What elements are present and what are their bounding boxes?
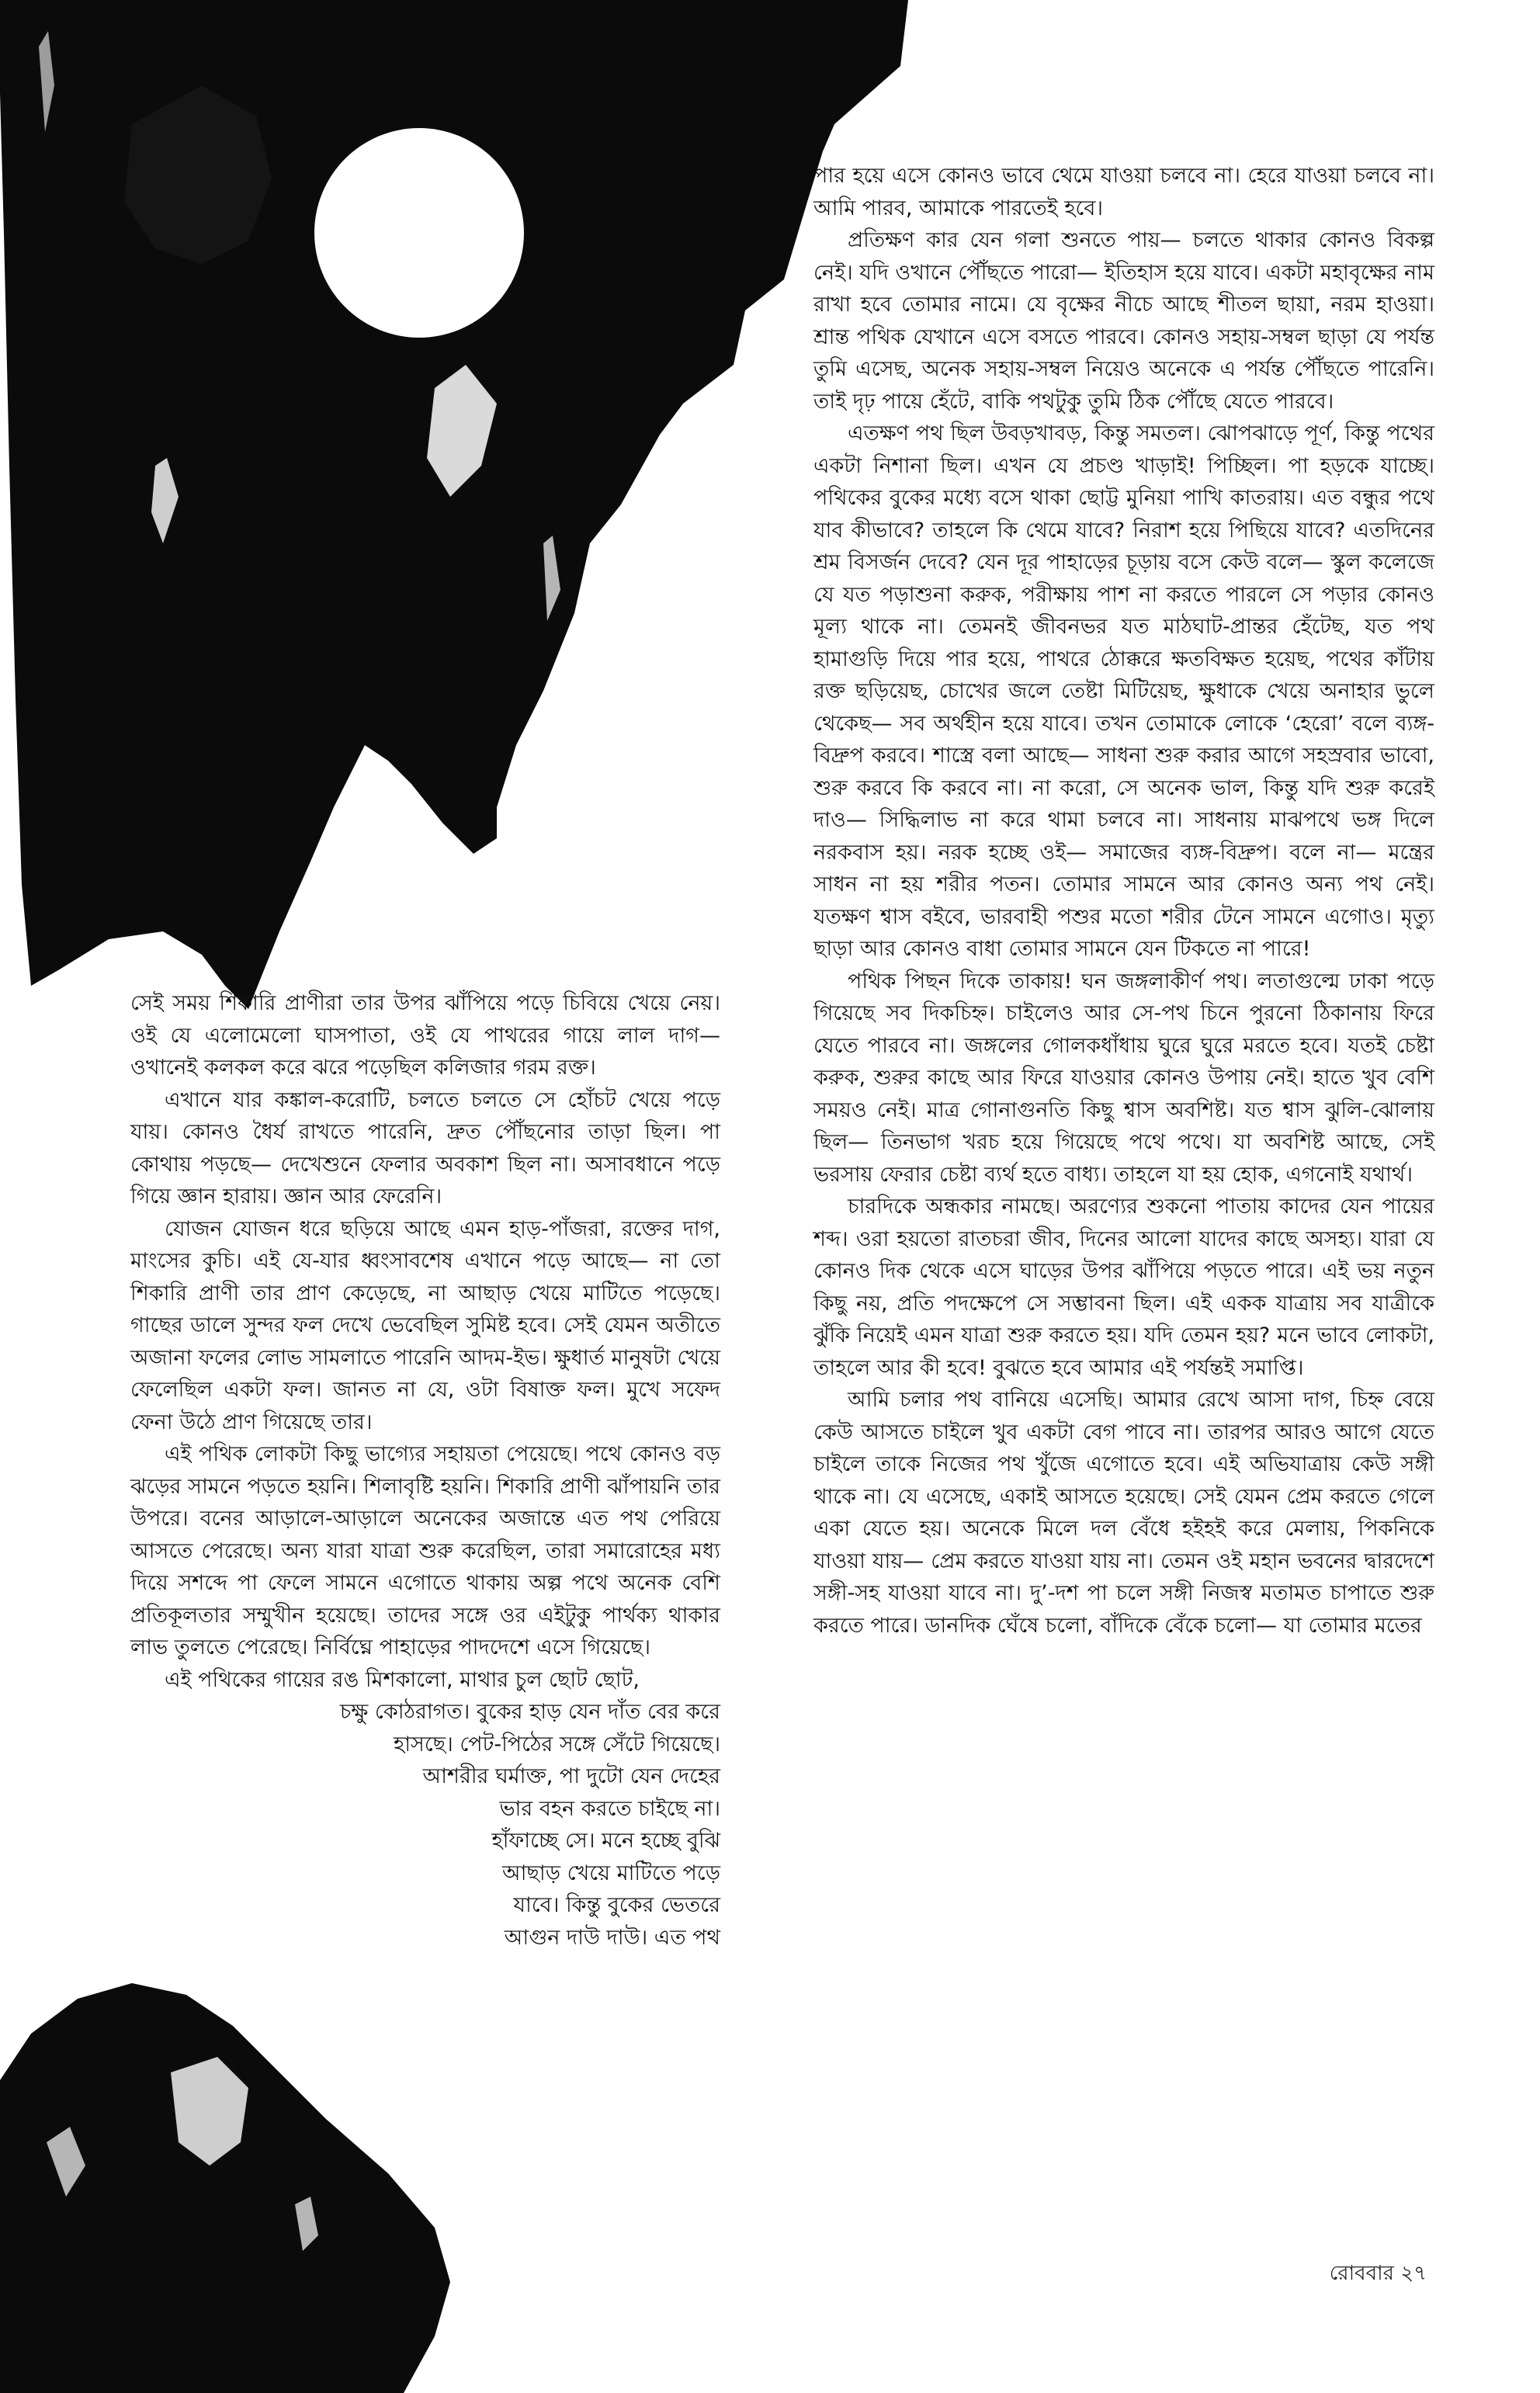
ragged-line: হাঁফাচ্ছে সে। মনে হচ্ছে বুঝি [491,1829,720,1853]
left-paragraph: এখানে যার কঙ্কাল-করোটি, চলতে চলতে সে হোঁচট খেয়ে পড়ে যায়। কোনও ধৈর্য রাখতে পারেনি, দ্রুত পৌঁছনোর তাড়া ছিল। পা কোথায় পড়ছে— দেখেশুনে ফেলার অবকাশ ছিল না। অসাবধানে পড়ে গিয়ে জ্ঞান হারায়। জ্ঞান আর ফেরেনি। [130,1087,720,1209]
left-text-column [130,987,720,1954]
left-paragraph: সেই সময় শিকারি প্রাণীরা তার উপর ঝাঁপিয়ে পড়ে চিবিয়ে খেয়ে নেয়। ওই যে এলোমেলো ঘাসপাতা, ওই যে পাথরের গায়ে লাল দাগ— ওখানেই কলকল করে ঝরে পড়েছিল কলিজার গরম রক্ত। [130,991,720,1080]
ragged-line: যাবে। কিন্তু বুকের ভেতরে [513,1893,720,1917]
bottom-ink-illustration [0,1972,776,2393]
ragged-line: ভার বহন করতে চাইছে না। [499,1796,720,1821]
ragged-line: আশরীর ঘর্মাক্ত, পা দুটো যেন দেহের [422,1764,720,1788]
left-paragraph: এই পথিকের গায়ের রঙ মিশকালো, মাথার চুল ছোট ছোট, [165,1667,640,1692]
right-paragraph: এতক্ষণ পথ ছিল উবড়খাবড়, কিন্তু সমতল। ঝোপঝাড়ে পূর্ণ, কিন্তু পথের একটা নিশানা ছিল। এখন যে প্রচণ্ড খাড়াই! পিচ্ছিল। পা হড়কে যাচ্ছে। পথিকের বুকের মধ্যে বসে থাকা ছোট্ট মুনিয়া পাখি কাতরায়। এত বন্ধুর পথে যাব কীভাবে? তাহলে কি থেমে যাবে? নিরাশ হয়ে পিছিয়ে যাবে? এতদিনের শ্রম বিসর্জন দেবে? যেন দূর পাহাড়ের চূড়ায় বসে কেউ বলে— স্কুল কলেজে যে যত পড়াশুনা করুক, পরীক্ষায় পাশ না করতে পারলে সে পড়ার কোনও মূল্য থাকে না। তেমনই জীবনভর যত মাঠঘাট-প্রান্তর হেঁটেছ, যত পথ হামাগুড়ি দিয়ে পার হয়ে, পাথরে ঠোক্করে ক্ষতবিক্ষত হয়েছ, পথের কাঁটায় রক্ত ছড়িয়েছ, চোখের জলে তেষ্টা মিটিয়েছ, ক্ষুধাকে খেয়ে অনাহার ভুলে থেকেছ— সব অর্থহীন হয়ে যাবে। তখন তোমাকে লোকে ‘হেরো’ বলে ব্যঙ্গ-বিদ্রুপ করবে। শাস্ত্রে বলা আছে— সাধনা শুরু করার আগে সহস্রবার ভাবো, শুরু করবে কি করবে না। না করো, সে অনেক ভাল, কিন্তু যদি শুরু করেই দাও— সিদ্ধিলাভ না করে থামা চলবে না। সাধনায় মাঝপথে ভঙ্গ দিলে নরকবাস হয়। নরক হচ্ছে ওই— সমাজের ব্যঙ্গ-বিদ্রুপ। বলে না— মন্ত্রের সাধন না হয় শরীর পতন। তোমার সামনে আর কোনও অন্য পথ নেই। যতক্ষণ শ্বাস বইবে, ভারবাহী পশুর মতো শরীর টেনে সামনে এগোও। মৃত্যু ছাড়া আর কোনও বাধা তোমার সামনে যেন টিকতে না পারে! [813,421,1434,961]
right-paragraph: প্রতিক্ষণ কার যেন গলা শুনতে পায়— চলতে থাকার কোনও বিকল্প নেই। যদি ওখানে পৌঁছতে পারো— ইতিহাস হয়ে যাবে। একটা মহাবৃক্ষের নাম রাখা হবে তোমার নামে। যে বৃক্ষের নীচে আছে শীতল ছায়া, নরম হাওয়া। শ্রান্ত পথিক যেখানে এসে বসতে পারবে। কোনও সহায়-সম্বল ছাড়া যে পর্যন্ত তুমি এসেছ, অনেক সহায়-সম্বল নিয়েও অনেকে এ পর্যন্ত পৌঁছতে পারেনি। তাই দৃঢ় পায়ে হেঁটে, বাকি পথটুকু তুমি ঠিক পৌঁছে যেতে পারবে। [813,228,1434,414]
right-text-column [813,160,1434,1642]
right-paragraph: চারদিকে অন্ধকার নামছে। অরণ্যের শুকনো পাতায় কাদের যেন পায়ের শব্দ। ওরা হয়তো রাতচরা জীব, দিনের আলো যাদের কাছে অসহ্য। যারা যে কোনও দিক থেকে এসে ঘাড়ের উপর ঝাঁপিয়ে পড়তে পারে। এই ভয় নতুন কিছু নয়, প্রতি পদক্ষেপে সে সম্ভাবনা ছিল। এই একক যাত্রায় সব যাত্রীকে ঝুঁকি নিয়েই এমন যাত্রা শুরু করতে হয়। যদি তেমন হয়? মনে ভাবে লোকটা, তাহলে আর কী হবে! বুঝতে হবে আমার এই পর্যন্তই সমাপ্তি। [813,1195,1434,1380]
moon-shape [314,128,524,338]
left-paragraph: এই পথিক লোকটা কিছু ভাগ্যের সহায়তা পেয়েছে। পথে কোনও বড় ঝড়ের সামনে পড়তে হয়নি। শিলাবৃষ্টি হয়নি। শিকারি প্রাণী ঝাঁপায়নি তার উপরে। বনের আড়ালে-আড়ালে অনেকের অজান্তে এত পথ পেরিয়ে আসতে পেরেছে। অন্য যারা যাত্রা শুরু করেছিল, তারা সমারোহের মধ্য দিয়ে সশব্দে পা ফেলে সামনে এগোতে থাকায় অল্প পথে অনেক বেশি প্রতিকূলতার সম্মুখীন হয়েছে। তাদের সঙ্গে ওর এইটুকু পার্থক্য থাকার লাভ তুলতে পেরেছে। নির্বিঘ্নে পাহাড়ের পাদদেশে এসে গিয়েছে। [130,1442,720,1659]
page-folio: রোববার ২৭ [1329,2262,1427,2285]
ragged-line: হাসছে। পেট-পিঠের সঙ্গে সেঁটে গিয়েছে। [394,1732,720,1757]
ragged-line: আছাড় খেয়ে মাটিতে পড়ে [502,1861,720,1885]
left-paragraph: যোজন যোজন ধরে ছড়িয়ে আছে এমন হাড়-পাঁজরা, রক্তের দাগ, মাংসের কুচি। এই যে-যার ধ্বংসাবশেষ এখানে পড়ে আছে— না তো শিকারি প্রাণী তার প্রাণ কেড়েছে, না আছাড় খেয়ে মাটিতে পড়েছে। গাছের ডালে সুন্দর ফল দেখে ভেবেছিল সুমিষ্ট হবে। সেই যেমন অতীতে অজানা ফলের লোভ সামলাতে পারেনি আদম-ইভ। ক্ষুধার্ত মানুষটা খেয়ে ফেলেছিল একটা ফল। জানত না যে, ওটা বিষাক্ত ফল। মুখে সফেদ ফেনা উঠে প্রাণ গিয়েছে তার। [130,1216,720,1434]
right-paragraph: আমি চলার পথ বানিয়ে এসেছি। আমার রেখে আসা দাগ, চিহ্ন বেয়ে কেউ আসতে চাইলে খুব একটা বেগ পাবে না। তারপর আরও আগে যেতে চাইলে তাকে নিজের পথ খুঁজে এগোতে হবে। এই অভিযাত্রায় কেউ সঙ্গী থাকে না। যে এসেছে, একাই আসতে হয়েছে। সেই যেমন প্রেম করতে গেলে একা যেতে হয়। অনেকে মিলে দল বেঁধে হইহই করে মেলায়, পিকনিকে যাওয়া যায়— প্রেম করতে যাওয়া যায় না। তেমন ওই মহান ভবনের দ্বারদেশে সঙ্গী-সহ যাওয়া যাবে না। দু’-দশ পা চলে সঙ্গী নিজস্ব মতামত চাপাতে শুরু করতে পারে। ডানদিক ঘেঁষে চলো, বাঁদিকে বেঁকে চলো— যা তোমার মতের [813,1388,1434,1638]
right-paragraph: পার হয়ে এসে কোনও ভাবে থেমে যাওয়া চলবে না। হেরে যাওয়া চলবে না। আমি পারব, আমাকে পারতেই হবে। [813,164,1434,220]
ragged-line: চক্ষু কোঠরাগত। বুকের হাড় যেন দাঁত বের করে [339,1700,720,1724]
ragged-line: আগুন দাউ দাউ। এত পথ [504,1925,720,1950]
right-paragraph: পথিক পিছন দিকে তাকায়! ঘন জঙ্গলাকীর্ণ পথ। লতাগুল্মে ঢাকা পড়ে গিয়েছে সব দিকচিহ্ন। চাইলেও আর সে-পথ চিনে পুরনো ঠিকানায় ফিরে যেতে পারবে না। জঙ্গলের গোলকধাঁধায় ঘুরে ঘুরে মরতে হবে। যতই চেষ্টা করুক, শুরুর কাছে আর ফিরে যাওয়ার কোনও উপায় নেই। হাতে খুব বেশি সময়ও নেই। মাত্র গোনাগুনতি কিছু শ্বাস অবশিষ্ট। যত শ্বাস ঝুলি-ঝোলায় ছিল— তিনভাগ খরচ হয়ে গিয়েছে পথে পথে। যা অবশিষ্ট আছে, সেই ভরসায় ফেরার চেষ্টা ব্যর্থ হতে বাধ্য। তাহলে যা হয় হোক, এগনোই যথার্থ। [813,969,1434,1187]
